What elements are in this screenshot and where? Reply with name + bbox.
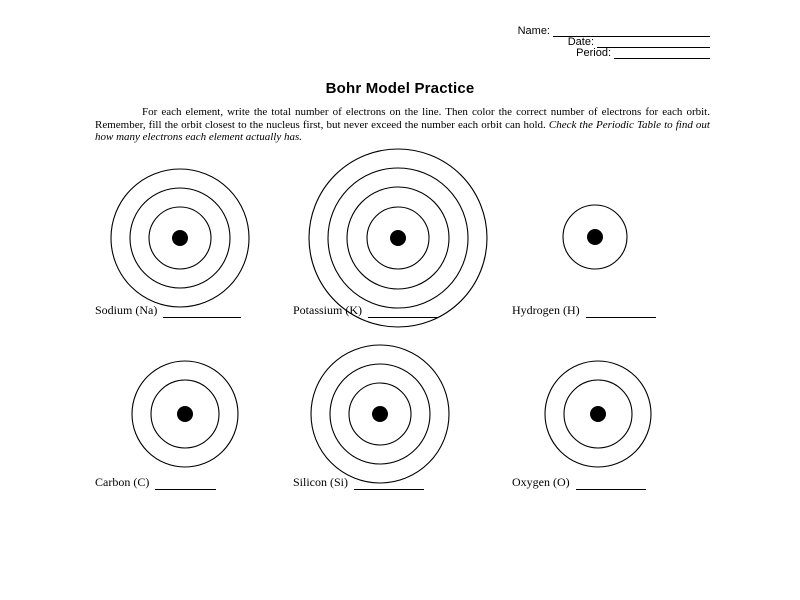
- page-title: Bohr Model Practice: [325, 80, 475, 97]
- period-blank[interactable]: [614, 48, 710, 59]
- silicon-answer-blank[interactable]: [354, 478, 424, 490]
- silicon-nucleus: [372, 406, 388, 422]
- carbon-nucleus: [177, 406, 193, 422]
- carbon-label: Carbon (C): [95, 475, 150, 489]
- instructions-italic-text: Check the Periodic Table to find out how many electrons each element actually has.: [95, 118, 710, 143]
- oxygen-answer-blank[interactable]: [576, 478, 646, 490]
- potassium-bohr-diagram: [308, 190, 488, 286]
- sodium-answer-blank[interactable]: [163, 306, 241, 318]
- carbon-answer-blank[interactable]: [155, 478, 216, 490]
- name-label: Name:: [517, 25, 550, 37]
- sodium-label: Sodium (Na): [95, 303, 158, 317]
- oxygen-label-row: [512, 475, 646, 490]
- hydrogen-nucleus: [587, 229, 603, 245]
- potassium-answer-blank[interactable]: [368, 306, 438, 318]
- oxygen-nucleus: [590, 406, 606, 422]
- header-fields: [470, 26, 710, 59]
- carbon-bohr-diagram: [131, 385, 239, 443]
- potassium-label-row: [293, 303, 438, 318]
- oxygen-label: Oxygen (O): [512, 475, 570, 489]
- oxygen-bohr-diagram: [544, 385, 652, 443]
- hydrogen-bohr-diagram: [562, 219, 628, 255]
- silicon-label: Silicon (Si): [293, 475, 349, 489]
- potassium-nucleus: [390, 230, 406, 246]
- sodium-label-row: [95, 303, 241, 318]
- potassium-label: Potassium (K): [293, 303, 362, 317]
- silicon-label-row: [293, 475, 424, 490]
- hydrogen-answer-blank[interactable]: [586, 306, 656, 318]
- hydrogen-label: Hydrogen (H): [512, 303, 580, 317]
- silicon-bohr-diagram: [310, 374, 450, 454]
- period-field: [470, 48, 710, 59]
- period-label: Period:: [576, 47, 611, 59]
- sodium-nucleus: [172, 230, 188, 246]
- instructions-text: For each element, write the total number of electrons on the line. Then color the correct number of electrons for each orbit. Remember, fill the orbit closest to the nucleus first, but never exceed the number each orbit can hold.: [95, 106, 710, 131]
- date-label: Date:: [567, 36, 594, 48]
- sodium-bohr-diagram: [110, 202, 250, 274]
- carbon-label-row: [95, 475, 216, 490]
- hydrogen-label-row: [512, 303, 656, 318]
- instructions: [95, 106, 710, 144]
- date-blank[interactable]: [597, 37, 710, 48]
